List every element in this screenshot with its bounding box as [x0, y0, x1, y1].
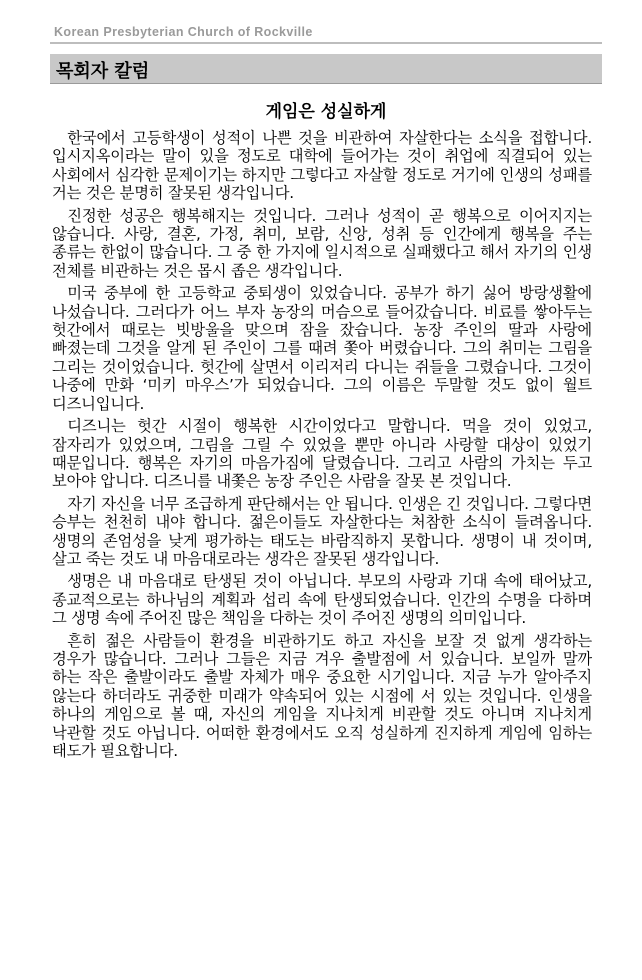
article-paragraph: 생명은 내 마음대로 탄생된 것이 아닙니다. 부모의 사랑과 기대 속에 태어났고, 종교적으로는 하나님의 계획과 섭리 속에 탄생되었습니다. 인간의 수명을 다하며 그 생명 속에 주어진 많은 책임을 다하는 것이 주어진 생명의 의미입니다.	[52, 572, 592, 628]
article-paragraph: 한국에서 고등학생이 성적이 나쁜 것을 비관하여 자살한다는 소식을 접합니다. 입시지옥이라는 말이 있을 정도로 대학에 들어가는 것이 취업에 직결되어 있는 사회에서 심각한 문제이기는 하지만 그렇다고 자살할 정도로 거기에 인생의 성패를 거는 것은 분명히 잘못된 생각입니다.	[52, 129, 592, 203]
article-body	[52, 129, 592, 764]
article-paragraph: 진정한 성공은 행복해지는 것입니다. 그러나 성적이 곧 행복으로 이어지지는 않습니다. 사랑, 결혼, 가정, 취미, 보람, 신앙, 성취 등 인간에게 행복을 주는 종류는 한없이 많습니다. 그 중 한 가지에 일시적으로 실패했다고 해서 자기의 인생 전체를 비관하는 것은 몹시 좁은 생각입니다.	[52, 206, 592, 280]
article-paragraph: 미국 중부에 한 고등학교 중퇴생이 있었습니다. 공부가 하기 싫어 방랑생활에 나섰습니다. 그러다가 어느 부자 농장의 머슴으로 들어갔습니다. 비료를 쌓아두는 헛간에서 때로는 빗방울을 맞으며 잠을 잤습니다. 농장 주인의 딸과 사랑에 빠졌는데 그것을 알게 된 주인이 그를 때려 쫓아 버렸습니다. 그의 취미는 그림을 그리는 것이었습니다. 헛간에 살면서 이리저리 다니는 쥐들을 그렸습니다. 그것이 나중에 만화 ‘미키 마우스’가 되었습니다. 그의 이름은 두말할 것도 없이 월트 디즈니입니다.	[52, 284, 592, 413]
article-paragraph: 디즈니는 헛간 시절이 행복한 시간이었다고 말합니다. 먹을 것이 있었고, 잠자리가 있었으며, 그림을 그릴 수 있었을 뿐만 아니라 사랑할 대상이 있었기 때문입니다. 행복은 자기의 마음가짐에 달렸습니다. 그리고 사람의 가치는 두고 보아야 압니다. 디즈니를 내쫓은 농장 주인은 사람을 잘못 본 것입니다.	[52, 417, 592, 491]
section-title: 목회자 칼럼	[56, 61, 150, 82]
article-paragraph: 자기 자신을 너무 조급하게 판단해서는 안 됩니다. 인생은 긴 것입니다. 그렇다면 승부는 천천히 내야 합니다. 젊은이들도 자살한다는 처참한 소식이 들려옵니다. 생명의 존엄성을 낮게 평가하는 태도는 바람직하지 못합니다. 생명이 내 것이며, 살고 죽는 것도 내 마음대로라는 생각은 잘못된 생각입니다.	[52, 494, 592, 568]
article-paragraph: 흔히 젊은 사람들이 환경을 비관하기도 하고 자신을 보잘 것 없게 생각하는 경우가 많습니다. 그러나 그들은 지금 겨우 출발점에 서 있습니다. 보일까 말까 하는 작은 출발이라도 출발 자체가 매우 중요한 시기입니다. 지금 누가 알아주지 않는다 하더라도 귀중한 미래가 약속되어 있는 시점에 서 있는 것입니다. 인생을 하나의 게임으로 볼 때, 자신의 게임을 지나치게 비관할 것도 아니며 지나치게 낙관할 것도 아닙니다. 어떠한 환경에서도 오직 성실하게 진지하게 게임에 임하는 태도가 필요합니다.	[52, 631, 592, 760]
article-title: 게임은 성실하게	[265, 102, 387, 122]
header-divider	[50, 42, 602, 44]
church-name: Korean Presbyterian Church of Rockville	[54, 25, 313, 39]
